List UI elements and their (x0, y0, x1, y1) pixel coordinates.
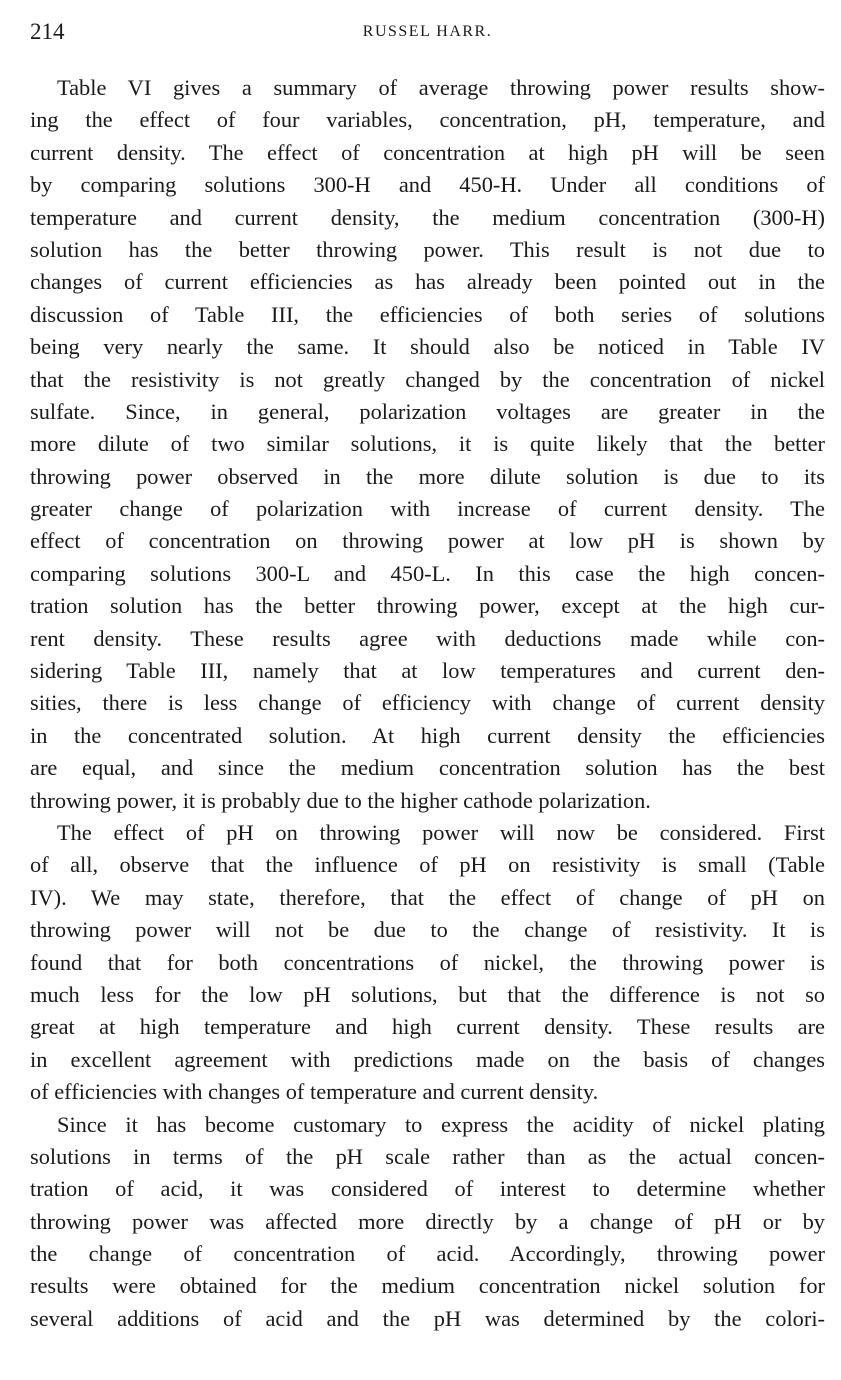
text-line: solution has the better throwing power. This result is not due to (30, 236, 825, 262)
paragraph (30, 1109, 825, 1336)
paragraph (30, 72, 825, 817)
running-title: RUSSEL HARR. (362, 23, 493, 40)
text-line: throwing power, it is probably due to the higher cathode polarization. (30, 787, 651, 813)
text-line: that the resistivity is not greatly changed by the concentration of nickel (30, 366, 825, 392)
text-line: results were obtained for the medium concentration nickel solution for (30, 1273, 825, 1299)
text-line: throwing power was affected more directly by a change of pH or by (30, 1208, 825, 1234)
text-line: rent density. These results agree with deductions made while con- (30, 625, 825, 651)
text-line: ing the effect of four variables, concentration, pH, temperature, and (30, 107, 825, 133)
text-line: sulfate. Since, in general, polarization voltages are greater in the (30, 398, 825, 424)
text-line: Table VI gives a summary of average throwing power results show- (57, 75, 825, 100)
body-text (30, 72, 825, 1335)
text-line: throwing power will not be due to the change of resistivity. It is (30, 917, 825, 943)
text-line: effect of concentration on throwing power at low pH is shown by (30, 528, 825, 554)
text-line: solutions in terms of the pH scale rather than as the actual concen- (30, 1143, 825, 1169)
text-line: much less for the low pH solutions, but that the difference is not so (30, 981, 825, 1007)
text-line: several additions of acid and the pH was determined by the colori- (30, 1305, 825, 1331)
text-line: of all, observe that the influence of pH on resistivity is small (Table (30, 852, 825, 878)
text-line: more dilute of two similar solutions, it is quite likely that the better (30, 431, 825, 457)
text-line: great at high temperature and high current density. These results are (30, 1014, 825, 1040)
text-line: changes of current efficiencies as has already been pointed out in the (30, 269, 825, 295)
text-line: in excellent agreement with predictions made on the basis of changes (30, 1046, 825, 1072)
text-line: sidering Table III, namely that at low temperatures and current den- (30, 658, 825, 684)
text-line: throwing power observed in the more dilute solution is due to its (30, 463, 825, 489)
text-line: greater change of polarization with increase of current density. The (30, 496, 825, 522)
text-line: in the concentrated solution. At high current density the efficiencies (30, 722, 825, 748)
text-line: sities, there is less change of efficiency with change of current density (30, 690, 825, 716)
paragraph (30, 817, 825, 1109)
text-line: current density. The effect of concentration at high pH will be seen (30, 139, 825, 165)
text-line: IV). We may state, therefore, that the effect of change of pH on (30, 884, 825, 910)
text-line: temperature and current density, the medium concentration (300-H) (30, 204, 825, 230)
text-line: tration of acid, it was considered of interest to determine whether (30, 1176, 825, 1202)
page-number: 214 (30, 19, 65, 44)
text-line: discussion of Table III, the efficiencies of both series of solutions (30, 301, 825, 327)
text-line: comparing solutions 300-L and 450-L. In this case the high concen- (30, 560, 825, 586)
text-line: the change of concentration of acid. Accordingly, throwing power (30, 1241, 825, 1267)
text-line: found that for both concentrations of nickel, the throwing power is (30, 949, 825, 975)
text-line: tration solution has the better throwing power, except at the high cur- (30, 593, 825, 619)
text-line: by comparing solutions 300-H and 450-H. Under all conditions of (30, 172, 825, 198)
text-line: Since it has become customary to express the acidity of nickel plating (57, 1111, 825, 1137)
text-line: being very nearly the same. It should also be noticed in Table IV (30, 334, 825, 360)
text-line: are equal, and since the medium concentration solution has the best (30, 755, 825, 781)
text-line: The effect of pH on throwing power will now be considered. First (57, 819, 825, 845)
text-line: of efficiencies with changes of temperature and current density. (30, 1079, 599, 1105)
running-head (30, 14, 825, 50)
